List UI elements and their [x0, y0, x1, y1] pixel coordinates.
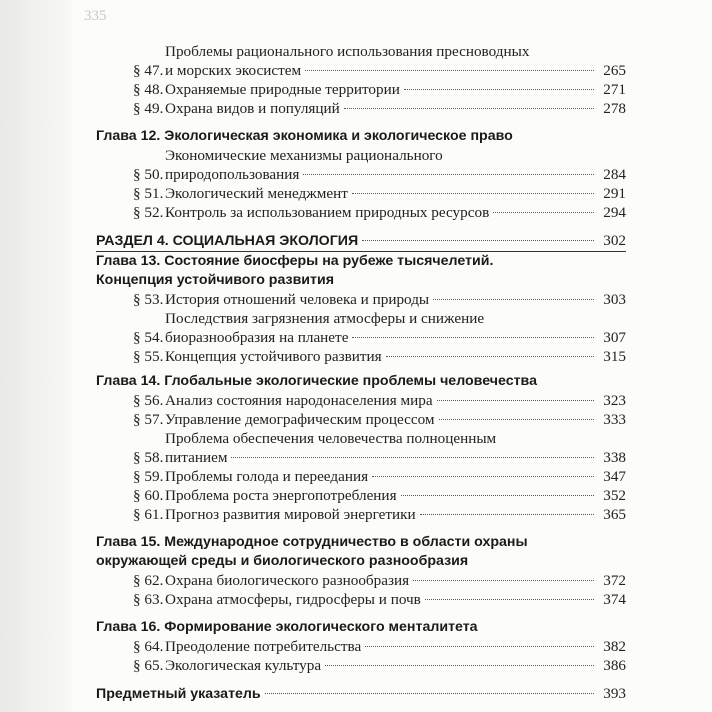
section-title: Концепция устойчивого развития [165, 348, 382, 365]
page-edge [0, 0, 72, 712]
section-title-line2: питанием [165, 449, 228, 466]
section-number: § 50. [133, 166, 164, 183]
toc-entry-58 [96, 429, 626, 467]
section-number: § 63. [133, 591, 164, 608]
toc-entry-53 [96, 290, 626, 309]
section-number: § 58. [133, 449, 164, 466]
page-ref: 303 [603, 291, 626, 308]
chapter-14-heading: Глава 14. Глобальные экологические проблемы человечества [96, 373, 537, 389]
dot-leader [413, 579, 594, 581]
page-ref: 374 [603, 591, 626, 608]
toc-entry-62 [96, 571, 626, 590]
section-title: Контроль за использованием природных ресурсов [165, 204, 490, 221]
page-ref: 347 [603, 468, 626, 485]
chapter-title-line1: Глава 15. Международное сотрудничество в области охраны [96, 534, 528, 550]
section-number: § 64. [133, 638, 164, 655]
page-ref: 271 [603, 81, 626, 98]
toc-entry-57 [96, 410, 626, 429]
dot-leader [365, 645, 594, 647]
section-number: § 51. [133, 185, 164, 202]
chapter-16-heading: Глава 16. Формирование экологического менталитета [96, 619, 478, 635]
section-number: § 55. [133, 348, 164, 365]
page-ref: 386 [603, 657, 626, 674]
section-title-line1: Проблемы рационального использования пресноводных [165, 43, 530, 60]
section-title: Управление демографическим процессом [165, 411, 435, 428]
section-title: Экологическая культура [165, 657, 322, 674]
chapter-13-heading [96, 252, 626, 290]
toc-entry-54 [96, 309, 626, 347]
section-title-line1: Проблема обеспечения человечества полноценным [165, 430, 497, 447]
dot-leader [303, 173, 594, 175]
section-number: § 49. [133, 100, 164, 117]
chapter-title-line2: окружающей среды и биологического разнообразия [96, 553, 469, 569]
section-number: § 48. [133, 81, 164, 98]
toc-entry-49 [96, 99, 626, 118]
page-ref: 265 [603, 62, 626, 79]
section-title-line1: Экономические механизмы рационального [165, 147, 443, 164]
toc-entry-65 [96, 656, 626, 675]
dot-leader [362, 239, 594, 241]
section-title: Охрана атмосферы, гидросферы и почв [165, 591, 421, 608]
section-title-line1: Последствия загрязнения атмосферы и снижение [165, 310, 485, 327]
page-ref: 372 [603, 572, 626, 589]
toc-entry-61 [96, 505, 626, 524]
page-ref: 294 [603, 204, 626, 221]
index-title: Предметный указатель [96, 686, 261, 702]
section-title: Охрана биологического разнообразия [165, 572, 410, 589]
dot-leader [352, 336, 594, 338]
dot-leader [425, 598, 594, 600]
page-ref: 393 [603, 685, 626, 702]
toc-entry-47 [96, 42, 626, 80]
toc-entry-50 [96, 146, 626, 184]
section-number: § 52. [133, 204, 164, 221]
toc-entry-64 [96, 637, 626, 656]
section-number: § 53. [133, 291, 164, 308]
dot-leader [439, 418, 594, 420]
toc-entry-55 [96, 347, 626, 366]
subject-index-entry [96, 684, 626, 704]
chapter-15-heading [96, 533, 626, 571]
dot-leader [344, 107, 594, 109]
part-title: РАЗДЕЛ 4. СОЦИАЛЬНАЯ ЭКОЛОГИЯ [96, 233, 359, 249]
dot-leader [433, 298, 594, 300]
dot-leader [386, 355, 594, 357]
page-ref: 352 [603, 487, 626, 504]
dot-leader [404, 88, 594, 90]
section-number: § 54. [133, 329, 164, 346]
section-number: § 61. [133, 506, 164, 523]
section-title: Охрана видов и популяций [165, 100, 340, 117]
toc-entry-48 [96, 80, 626, 99]
chapter-title-line1: Глава 13. Состояние биосферы на рубеже тысячелетий. [96, 253, 494, 269]
section-number: § 65. [133, 657, 164, 674]
section-title-line2: биоразнообразия на планете [165, 329, 349, 346]
dot-leader [325, 664, 594, 666]
toc-entry-56 [96, 391, 626, 410]
dot-leader [401, 494, 594, 496]
dot-leader [231, 456, 594, 458]
page-ref: 333 [603, 411, 626, 428]
page-ref: 302 [603, 232, 626, 249]
dot-leader [420, 513, 594, 515]
page-ref: 291 [603, 185, 626, 202]
toc-entry-60 [96, 486, 626, 505]
dot-leader [265, 692, 594, 694]
section-title: Проблемы голода и переедания [165, 468, 369, 485]
section-title: История отношений человека и природы [165, 291, 430, 308]
section-number: § 56. [133, 392, 164, 409]
section-title: Проблема роста энергопотребления [165, 487, 397, 504]
toc-entry-51 [96, 184, 626, 203]
toc-entry-63 [96, 590, 626, 609]
section-title-line2: природопользования [165, 166, 300, 183]
section-title-line2: и морских экосистем [165, 62, 302, 79]
dot-leader [352, 192, 594, 194]
section-title: Экологический менеджмент [165, 185, 348, 202]
dot-leader [493, 211, 594, 213]
dot-leader [305, 69, 594, 71]
section-title: Анализ состояния народонаселения мира [165, 392, 433, 409]
section-title: Преодоление потребительства [165, 638, 362, 655]
section-title: Прогноз развития мировой энергетики [165, 506, 416, 523]
section-number: § 62. [133, 572, 164, 589]
section-number: § 59. [133, 468, 164, 485]
page-ref: 338 [603, 449, 626, 466]
section-number: § 47. [133, 62, 164, 79]
part-4-heading [96, 231, 626, 251]
dot-leader [372, 475, 594, 477]
section-title: Охраняемые природные территории [165, 81, 400, 98]
page-ref: 278 [603, 100, 626, 117]
page-ref: 323 [603, 392, 626, 409]
page-ref: 307 [603, 329, 626, 346]
page-number: 335 [84, 8, 107, 24]
toc-entry-59 [96, 467, 626, 486]
section-number: § 57. [133, 411, 164, 428]
table-of-contents [96, 42, 626, 704]
page-ref: 284 [603, 166, 626, 183]
section-number: § 60. [133, 487, 164, 504]
page-ref: 365 [603, 506, 626, 523]
chapter-12-heading: Глава 12. Экологическая экономика и экологическое право [96, 128, 513, 144]
toc-entry-52 [96, 203, 626, 222]
chapter-title-line2: Концепция устойчивого развития [96, 272, 334, 288]
page-ref: 382 [603, 638, 626, 655]
dot-leader [437, 399, 594, 401]
page-ref: 315 [603, 348, 626, 365]
